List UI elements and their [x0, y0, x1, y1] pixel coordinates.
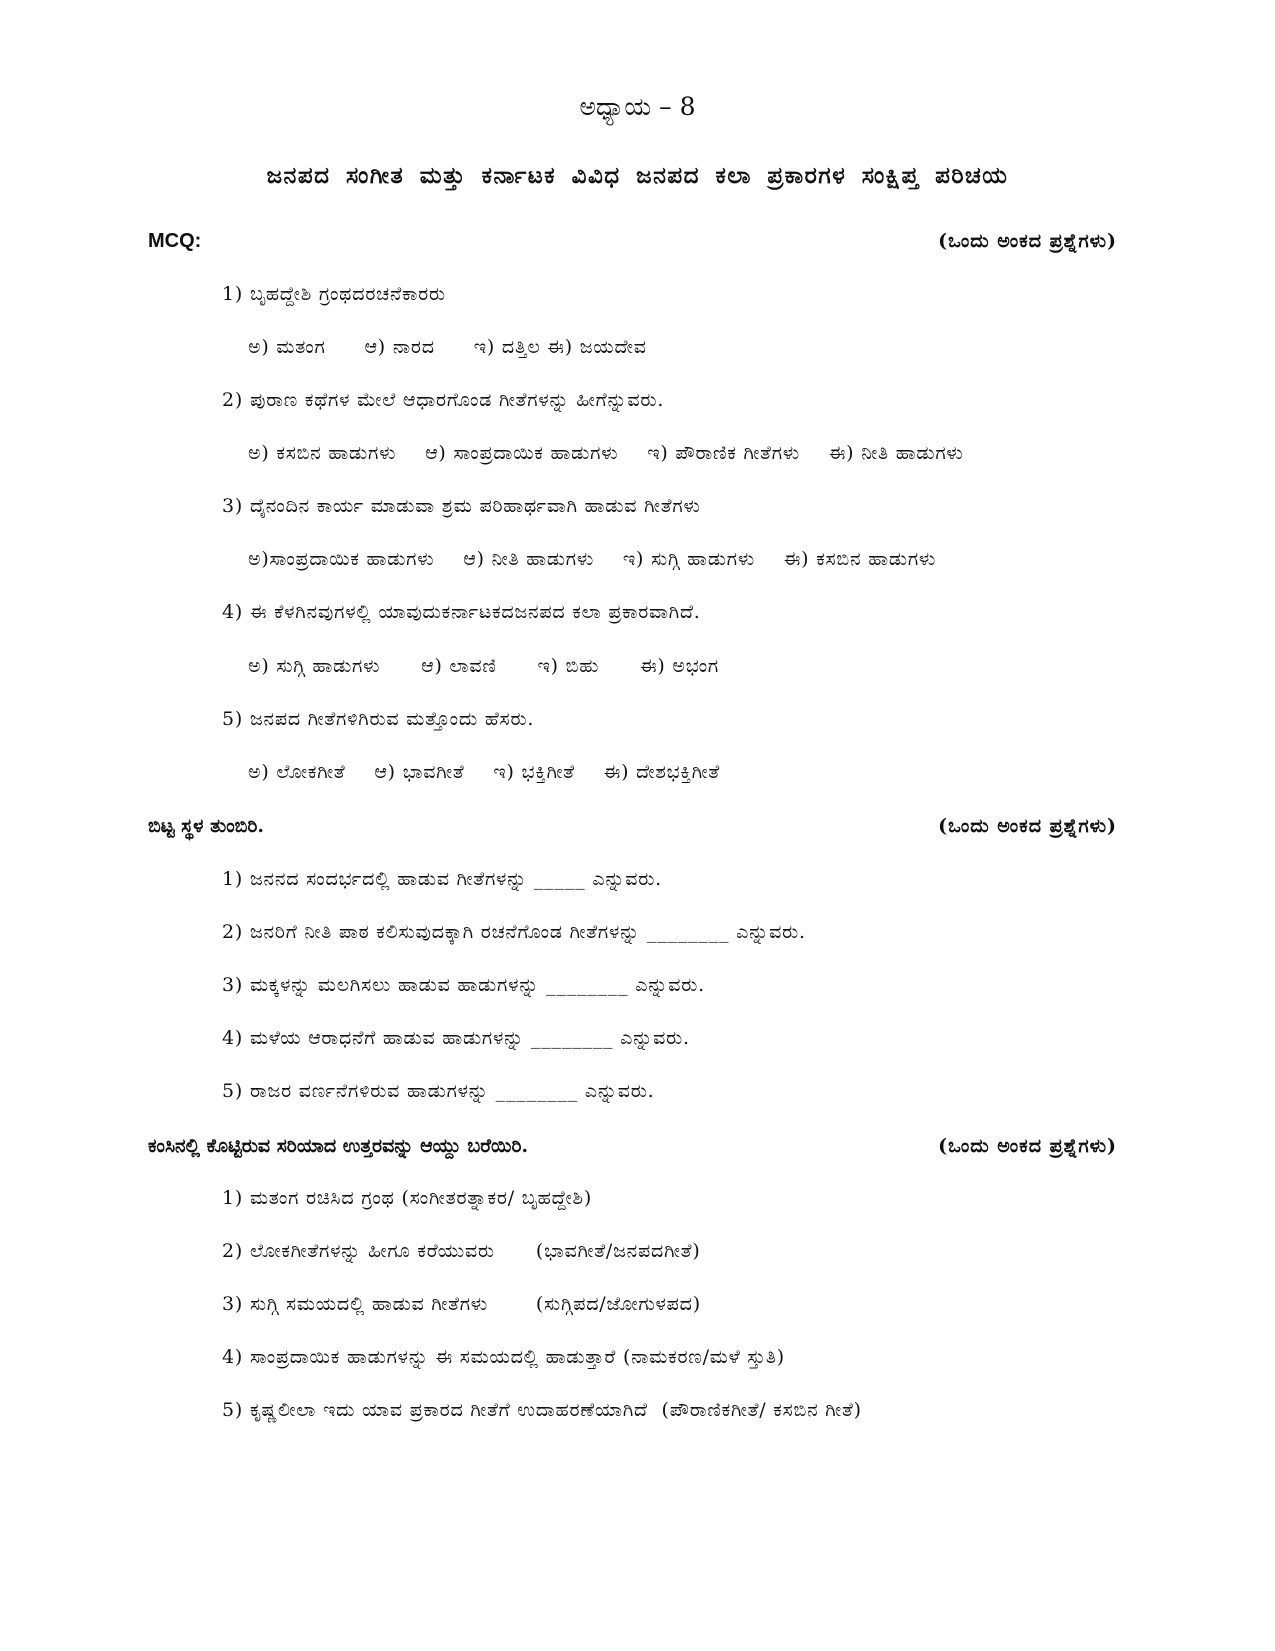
mcq-option: ಈ) ಅಭಂಗ	[640, 655, 720, 677]
fill-question-3: 3) ಮಕ್ಕಳನ್ನು ಮಲಗಿಸಲು ಹಾಡುವ ಹಾಡುಗಳನ್ನು ________ ಎನ್ನುವರು.	[222, 974, 705, 996]
choose-question-3: 3) ಸುಗ್ಗಿ ಸಮಯದಲ್ಲಿ ಹಾಡುವ ಗೀತೆಗಳು (ಸುಗ್ಗಿಪದ/ಜೋಗುಳಪದ)	[222, 1293, 701, 1315]
mcq-options-1	[248, 336, 669, 358]
choose-marks-label: (ಒಂದು ಅಂಕದ ಪ್ರಶ್ನೆಗಳು)	[938, 1135, 1117, 1157]
choose-question-5: 5) ಕೃಷ್ಣಲೀಲಾ ಇದು ಯಾವ ಪ್ರಕಾರದ ಗೀತೆಗೆ ಉದಾಹರಣೆಯಾಗಿದೆ (ಪೌರಾಣಿಕಗೀತೆ/ ಕಸಬಿನ ಗೀತೆ)	[222, 1399, 862, 1421]
mcq-option: ಈ) ಕಸಬಿನ ಹಾಡುಗಳು	[783, 548, 937, 570]
mcq-option: ಆ) ಸಾಂಪ್ರದಾಯಿಕ ಹಾಡುಗಳು	[425, 442, 619, 464]
fill-question-2: 2) ಜನರಿಗೆ ನೀತಿ ಪಾಠ ಕಲಿಸುವುದಕ್ಕಾಗಿ ರಚನೆಗೊಂಡ ಗೀತೆಗಳನ್ನು ________ ಎನ್ನುವರು.	[222, 921, 806, 943]
choose-question-1: 1) ಮತಂಗ ರಚಿಸಿದ ಗ್ರಂಥ (ಸಂಗೀತರತ್ನಾಕರ/ ಬೃಹದ್ದೇಶಿ)	[222, 1187, 593, 1209]
mcq-options-2	[248, 442, 986, 464]
mcq-question-3: 3) ದೈನಂದಿನ ಕಾರ್ಯ ಮಾಡುವಾ ಶ್ರಮ ಪರಿಹಾರ್ಥವಾಗಿ ಹಾಡುವ ಗೀತೆಗಳು	[222, 495, 701, 517]
mcq-options-5	[248, 761, 742, 783]
mcq-option: ಅ) ಮತಂಗ	[248, 336, 326, 358]
mcq-option: ಇ) ಸುಗ್ಗಿ ಹಾಡುಗಳು	[622, 548, 755, 570]
page-title: ಜನಪದ ಸಂಗೀತ ಮತ್ತು ಕರ್ನಾಟಕ ವಿವಿಧ ಜನಪದ ಕಲಾ ಪ್ರಕಾರಗಳ ಸಂಕ್ಷಿಪ್ತ ಪರಿಚಯ	[266, 162, 1009, 189]
mcq-option: ಆ) ಭಾವಗೀತೆ	[374, 761, 465, 783]
choose-question-4: 4) ಸಾಂಪ್ರದಾಯಿಕ ಹಾಡುಗಳನ್ನು ಈ ಸಮಯದಲ್ಲಿ ಹಾಡುತ್ತಾರೆ (ನಾಮಕರಣ/ಮಳೆ ಸ್ತುತಿ)	[222, 1346, 785, 1368]
fill-section-header	[148, 815, 1117, 849]
mcq-option: ಇ) ದತ್ತಿಲ ಈ) ಜಯದೇವ	[473, 336, 647, 358]
mcq-question-4: 4) ಈ ಕೆಳಗಿನವುಗಳಲ್ಲಿ ಯಾವುದುಕರ್ನಾಟಕದಜನಪದ ಕಲಾ ಪ್ರಕಾರವಾಗಿದೆ.	[222, 601, 701, 623]
mcq-options-3	[248, 548, 958, 570]
mcq-option: ಅ)ಸಾಂಪ್ರದಾಯಿಕ ಹಾಡುಗಳು	[248, 548, 435, 570]
mcq-option: ಅ) ಸುಗ್ಗಿ ಹಾಡುಗಳು	[248, 655, 381, 677]
mcq-question-5: 5) ಜನಪದ ಗೀತೆಗಳಿಗಿರುವ ಮತ್ತೊಂದು ಹೆಸರು.	[222, 708, 535, 730]
mcq-option: ಈ) ದೇಶಭಕ್ತಿಗೀತೆ	[603, 761, 721, 783]
mcq-marks-label: (ಒಂದು ಅಂಕದ ಪ್ರಶ್ನೆಗಳು)	[938, 230, 1117, 252]
mcq-option: ಅ) ಕಸಬಿನ ಹಾಡುಗಳು	[248, 442, 397, 464]
fill-question-5: 5) ರಾಜರ ವರ್ಣನೆಗಳಿರುವ ಹಾಡುಗಳನ್ನು ________ ಎನ್ನುವರು.	[222, 1080, 655, 1102]
mcq-option: ಆ) ಲಾವಣಿ	[421, 655, 497, 677]
mcq-option: ಇ) ಬಿಹು	[537, 655, 600, 677]
mcq-option: ಅ) ಲೋಕಗೀತೆ	[248, 761, 346, 783]
fill-label: ಬಿಟ್ಟ ಸ್ಥಳ ತುಂಬಿರಿ.	[148, 815, 265, 837]
mcq-question-2: 2) ಪುರಾಣ ಕಥೆಗಳ ಮೇಲೆ ಆಧಾರಗೊಂಡ ಗೀತೆಗಳನ್ನು ಹೀಗೆನ್ನುವರು.	[222, 389, 665, 411]
choose-question-2: 2) ಲೋಕಗೀತೆಗಳನ್ನು ಹೀಗೂ ಕರೆಯುವರು (ಭಾವಗೀತೆ/ಜನಪದಗೀತೆ)	[222, 1240, 701, 1262]
mcq-options-4	[248, 655, 741, 677]
choose-section-header	[148, 1135, 1117, 1169]
mcq-section-header	[148, 230, 1117, 264]
choose-label: ಕಂಸಿನಲ್ಲಿ ಕೊಟ್ಟಿರುವ ಸರಿಯಾದ ಉತ್ತರವನ್ನು ಆಯ್ದು ಬರೆಯಿರಿ.	[148, 1135, 529, 1157]
fill-question-1: 1) ಜನನದ ಸಂದರ್ಭದಲ್ಲಿ ಹಾಡುವ ಗೀತೆಗಳನ್ನು _____ ಎನ್ನುವರು.	[222, 868, 663, 890]
mcq-question-1: 1) ಬೃಹದ್ದೇಶಿ ಗ್ರಂಥದರಚನೆಕಾರರು	[222, 283, 446, 305]
mcq-option: ಈ) ನೀತಿ ಹಾಡುಗಳು	[828, 442, 964, 464]
mcq-label: MCQ:	[148, 230, 202, 252]
mcq-option: ಇ) ಭಕ್ತಿಗೀತೆ	[493, 761, 575, 783]
fill-marks-label: (ಒಂದು ಅಂಕದ ಪ್ರಶ್ನೆಗಳು)	[938, 815, 1117, 837]
mcq-option: ಆ) ನೀತಿ ಹಾಡುಗಳು	[463, 548, 595, 570]
mcq-option: ಆ) ನಾರದ	[364, 336, 435, 358]
chapter-heading: ಅಧ್ಯಾಯ – 8	[579, 92, 696, 121]
mcq-option: ಇ) ಪೌರಾಣಿಕ ಗೀತೆಗಳು	[647, 442, 800, 464]
fill-question-4: 4) ಮಳೆಯ ಆರಾಧನೆಗೆ ಹಾಡುವ ಹಾಡುಗಳನ್ನು ________ ಎನ್ನುವರು.	[222, 1027, 690, 1049]
